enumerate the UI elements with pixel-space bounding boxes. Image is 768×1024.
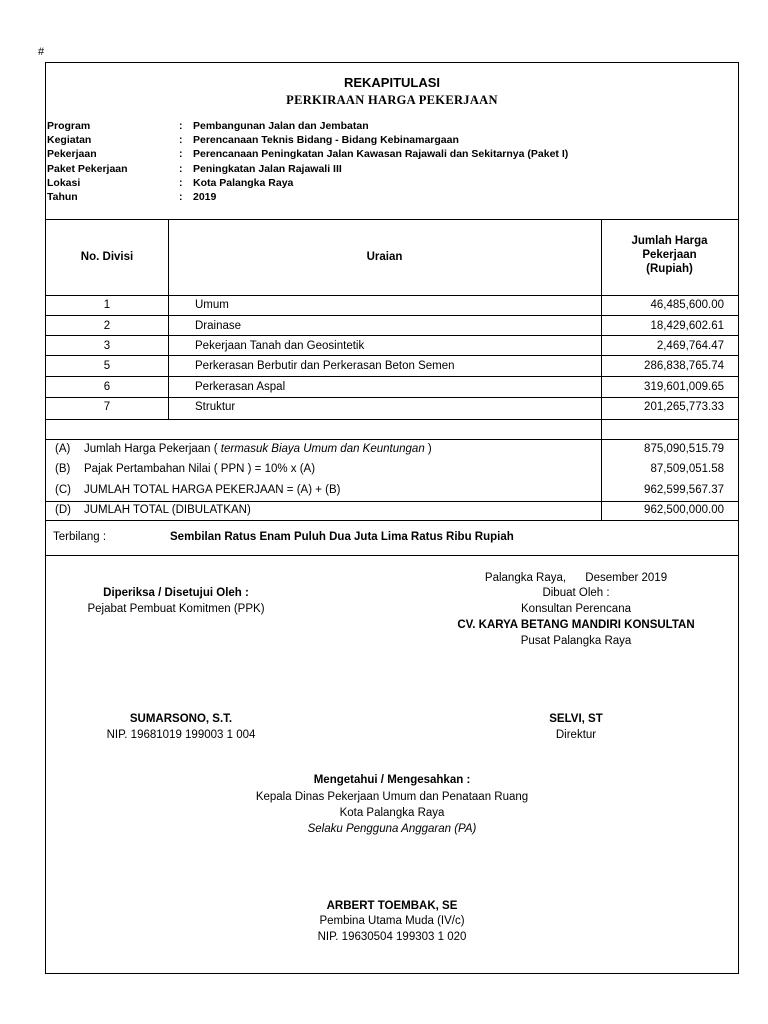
summary-text-main: Jumlah Harga Pekerjaan ( [84, 443, 221, 455]
approval-heading: Mengetahui / Mengesahkan : [313, 774, 471, 786]
table-body-border [46, 419, 738, 420]
col-divider-no [168, 219, 169, 419]
document-frame [45, 62, 739, 974]
info-value: Peningkatan Jalan Rajawali III [193, 162, 342, 175]
table-top-border [46, 219, 738, 220]
summary-tag: (D) [55, 504, 71, 516]
info-colon: : [179, 162, 183, 175]
approval-rank: Pembina Utama Muda (IV/c) [319, 915, 465, 927]
summary-text-italic: termasuk Biaya Umum dan Keuntungan [220, 443, 425, 455]
row-no: 2 [103, 320, 111, 332]
summary-text: JUMLAH TOTAL (DIBULATKAN) [84, 504, 251, 516]
info-value: Perencanaan Teknis Bidang - Bidang Kebinamargaan [193, 134, 459, 147]
row-jumlah: 46,485,600.00 [650, 299, 724, 311]
approval-line2: Kota Palangka Raya [339, 807, 445, 819]
right-sign-name: SELVI, ST [549, 713, 603, 725]
approval-nip: NIP. 19630504 199303 1 020 [317, 931, 467, 943]
row-divider [46, 335, 738, 336]
info-label: Kegiatan [47, 134, 92, 147]
right-sign-made-by: Dibuat Oleh : [542, 587, 610, 599]
document-title: REKAPITULASI [343, 75, 441, 90]
info-label: Pekerjaan [47, 148, 97, 161]
terbilang-label: Terbilang : [53, 531, 107, 543]
left-sign-heading: Diperiksa / Disetujui Oleh : [103, 587, 249, 599]
row-divider [46, 315, 738, 316]
approval-line3: Selaku Pengguna Anggaran (PA) [307, 823, 477, 835]
summary-tag: (A) [55, 443, 71, 455]
row-divider [46, 376, 738, 377]
summary-amount: 87,509,051.58 [650, 463, 724, 475]
right-sign-company: CV. KARYA BETANG MANDIRI KONSULTAN [457, 619, 695, 631]
row-jumlah: 286,838,765.74 [644, 360, 724, 372]
info-label: Paket Pekerjaan [47, 162, 128, 175]
row-uraian: Drainase [195, 320, 242, 332]
terbilang-value: Sembilan Ratus Enam Puluh Dua Juta Lima Ratus Ribu Rupiah [170, 531, 514, 543]
left-sign-role: Pejabat Pembuat Komitmen (PPK) [87, 603, 265, 615]
summary-amount: 962,599,567.37 [644, 484, 724, 496]
row-uraian: Umum [195, 299, 229, 311]
row-jumlah: 2,469,764.47 [656, 340, 724, 352]
row-uraian: Perkerasan Berbutir dan Perkerasan Beton Semen [195, 360, 455, 372]
summary-amount: 875,090,515.79 [644, 443, 724, 455]
row-no: 6 [103, 381, 111, 393]
summary-top-border [46, 439, 738, 440]
info-colon: : [179, 134, 183, 147]
header-jumlah-line2: Pekerjaan [642, 249, 697, 261]
row-uraian: Pekerjaan Tanah dan Geosintetik [195, 340, 365, 352]
left-sign-name: SUMARSONO, S.T. [129, 713, 233, 725]
right-sign-role: Konsultan Perencana [521, 603, 631, 615]
summary-amount: 962,500,000.00 [644, 504, 724, 516]
approval-line1: Kepala Dinas Pekerjaan Umum dan Penataan Ruang [255, 791, 529, 803]
summary-text-suffix: ) [424, 443, 432, 455]
table-header-border [46, 295, 738, 296]
row-no: 1 [103, 299, 111, 311]
info-label: Lokasi [47, 176, 81, 189]
right-sign-place-date: Palangka Raya, Desember 2019 [484, 572, 668, 584]
summary-tag: (C) [55, 484, 71, 496]
terbilang-bottom-border [46, 555, 738, 556]
left-sign-nip: NIP. 19681019 199003 1 004 [106, 729, 256, 741]
row-no: 7 [103, 401, 111, 413]
header-jumlah-line1: Jumlah Harga [631, 235, 708, 247]
header-uraian: Uraian [366, 251, 403, 263]
info-value: 2019 [193, 190, 217, 203]
info-value: Perencanaan Peningkatan Jalan Kawasan Rajawali dan Sekitarnya (Paket I) [193, 148, 569, 161]
right-sign-office: Pusat Palangka Raya [520, 635, 632, 647]
header-no-divisi: No. Divisi [80, 251, 134, 263]
info-value: Kota Palangka Raya [193, 176, 294, 189]
row-uraian: Perkerasan Aspal [195, 381, 286, 393]
row-uraian: Struktur [195, 401, 236, 413]
summary-divider [46, 501, 738, 502]
info-label: Tahun [47, 190, 78, 203]
header-jumlah [601, 235, 738, 275]
summary-text: JUMLAH TOTAL HARGA PEKERJAAN = (A) + (B) [84, 484, 341, 496]
summary-text [84, 443, 432, 455]
row-no: 3 [103, 340, 111, 352]
summary-tag: (B) [55, 463, 71, 475]
row-jumlah: 201,265,773.33 [644, 401, 724, 413]
approval-name: ARBERT TOEMBAK, SE [326, 900, 458, 912]
summary-bottom-border [46, 520, 738, 521]
header-jumlah-line3: (Rupiah) [646, 263, 693, 275]
info-colon: : [179, 176, 183, 189]
row-jumlah: 319,601,009.65 [644, 381, 724, 393]
document-subtitle: PERKIRAAN HARGA PEKERJAAN [286, 93, 498, 107]
row-no: 5 [103, 360, 111, 372]
info-colon: : [179, 120, 183, 132]
right-sign-title: Direktur [555, 729, 597, 741]
row-divider [46, 355, 738, 356]
info-value: Pembangunan Jalan dan Jembatan [193, 120, 369, 132]
info-colon: : [179, 148, 183, 161]
row-divider [46, 397, 738, 398]
row-jumlah: 18,429,602.61 [650, 320, 724, 332]
info-label: Program [47, 120, 91, 132]
summary-text: Pajak Pertambahan Nilai ( PPN ) = 10% x (A) [84, 463, 316, 475]
corner-mark: # [38, 46, 45, 58]
info-colon: : [179, 190, 183, 203]
